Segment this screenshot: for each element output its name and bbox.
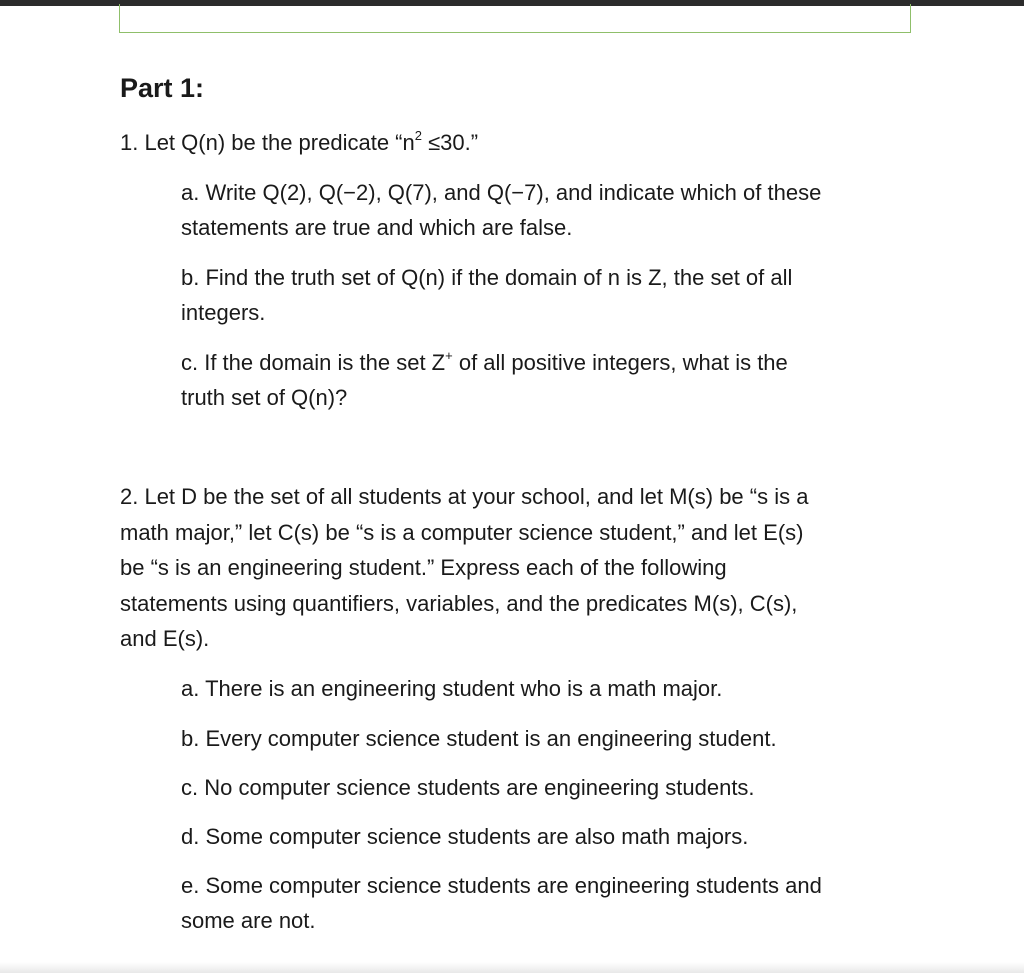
q1-b-line1: b. Find the truth set of Q(n) if the domain of n is Z, the set of all (181, 265, 793, 290)
q2-b: b. Every computer science student is an engineering student. (181, 726, 777, 751)
q1-a-line2: statements are true and which are false. (181, 215, 573, 240)
q2-a: a. There is an engineering student who is a math major. (181, 676, 723, 701)
q2-e-line1: e. Some computer science students are engineering students and (181, 873, 822, 898)
q2-d: d. Some computer science students are also math majors. (181, 824, 749, 849)
text-box-border (119, 4, 911, 33)
q2-e-line2: some are not. (181, 908, 316, 933)
q2-stem-line: be “s is an engineering student.” Express each of the following (120, 555, 727, 580)
page-bottom-edge (0, 962, 1024, 973)
q2-stem-line: 2. Let D be the set of all students at your school, and let M(s) be “s is a (120, 484, 809, 509)
q2-stem-line: math major,” let C(s) be “s is a computer science student,” and let E(s) (120, 520, 804, 545)
q1-stem: 1. Let Q(n) be the predicate “$n^2 \le 30$.” (120, 127, 479, 155)
q2-stem-line: and E(s). (120, 626, 210, 651)
part-heading: Part 1: (120, 73, 205, 103)
q2-stem-line: statements using quantifiers, variables, and the predicates M(s), C(s), (120, 591, 798, 616)
q1-c-line2: truth set of Q(n)? (181, 385, 348, 410)
q1-b-line2: integers. (181, 300, 266, 325)
q1-c-line1: c. If the domain is the set Z+ of all positive integers, what is the (181, 347, 788, 375)
q1-a-line1: a. Write Q(2), Q(−2), Q(7), and Q(−7), and indicate which of these (181, 180, 822, 205)
q2-c: c. No computer science students are engineering students. (181, 775, 755, 800)
